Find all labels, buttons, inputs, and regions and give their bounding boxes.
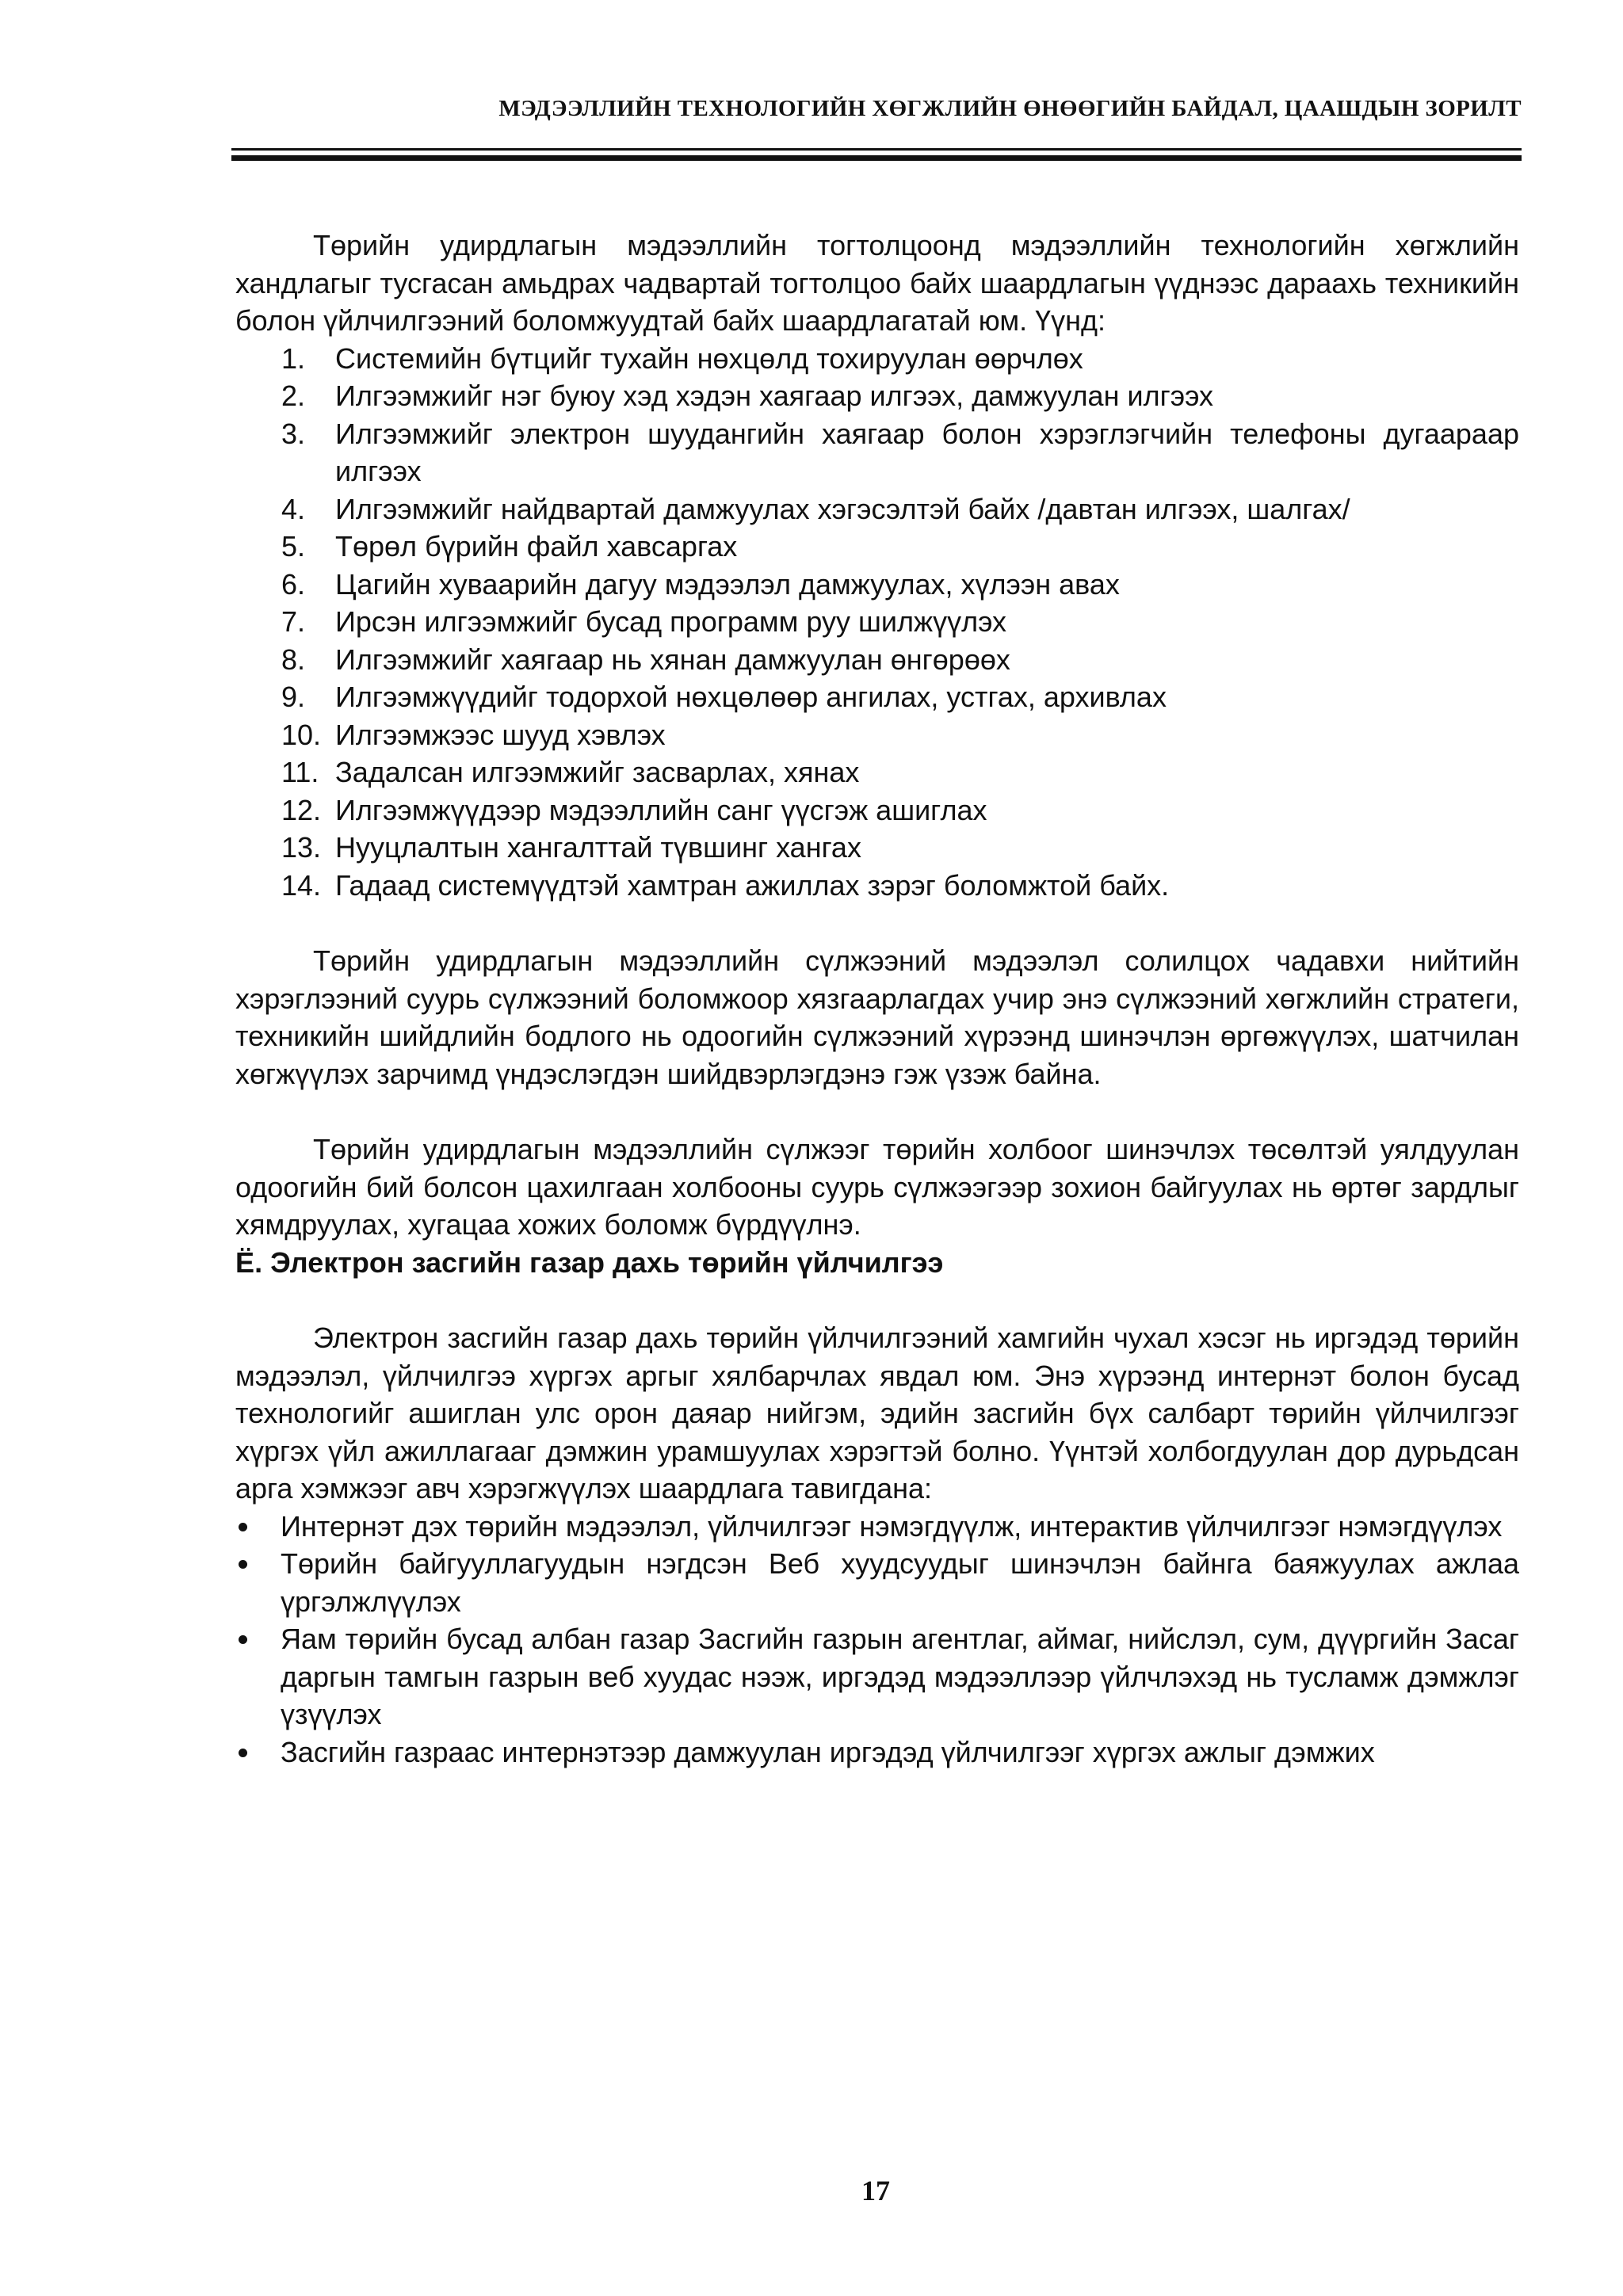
- list-item: [235, 340, 1519, 378]
- list-item-text: Цагийн хуваарийн дагуу мэдээлэл дамжуулах, хүлээн авах: [335, 567, 1120, 601]
- page-body: [235, 227, 1519, 1771]
- bullet-item: [235, 1733, 1519, 1772]
- list-item-text: Илгээмжийг хаягаар нь хянан дамжуулан өнгөрөөх: [335, 643, 1010, 676]
- list-item-text: Гадаад системүүдтэй хамтран ажиллах зэрэг боломжтой байх.: [335, 868, 1170, 902]
- bullet-icon: [239, 1523, 247, 1531]
- list-number: 12.: [281, 793, 322, 826]
- list-number: 7.: [281, 605, 306, 638]
- section-heading: Ё. Электрон засгийн газар дахь төрийн үйлчилгээ: [235, 1245, 944, 1279]
- list-item-text: Нууцлалтын хангалттай түвшинг хангах: [335, 831, 861, 864]
- bullet-item: [235, 1620, 1519, 1733]
- list-item-text: Илгээмжийг электрон шуудангийн хаягаар болон хэрэглэгчийн телефоны дугаараар илгээх: [335, 417, 1519, 487]
- list-number: 1.: [281, 341, 306, 375]
- list-item-text: Системийн бүтцийг тухайн нөхцөлд тохируулан өөрчлөх: [335, 341, 1083, 375]
- bullet-text: Засгийн газраас интернэтээр дамжуулан иргэдэд үйлчилгээг хүргэх ажлыг дэмжих: [281, 1735, 1375, 1768]
- list-item-text: Илгээмжүүдээр мэдээллийн санг үүсгэж ашиглах: [335, 793, 987, 826]
- bullet-text: Интернэт дэх төрийн мэдээлэл, үйлчилгээг нэмэгдүүлж, интерактив үйлчилгээг нэмэгдүүлэх: [281, 1509, 1503, 1543]
- list-item: [235, 641, 1519, 679]
- header-rule-thin: [231, 148, 1522, 151]
- list-number: 9.: [281, 681, 306, 713]
- egov-paragraph: Электрон засгийн газар дахь төрийн үйлчилгээний хамгийн чухал хэсэг нь иргэдэд төрийн мэдээлэл, үйлчилгээ хүргэх аргыг хялбарчлах явдал юм. Энэ хүрээнд интернэт болон бусад технологийг ашиглан улс орон даяар нийгэм, эдийн засгийн бүх салбарт төрийн үйлчилгээг хүргэх үйл ажиллагааг дэмжин урамшуулах хэрэгтэй болно. Үүнтэй холбогдуулан дор дурьдсан арга хэмжээг авч хэрэгжүүлэх шаардлага тавигдана:: [235, 1322, 1519, 1505]
- page-number: 17: [861, 2175, 890, 2206]
- running-header: МЭДЭЭЛЛИЙН ТЕХНОЛОГИЙН ХӨГЖЛИЙН ӨНӨӨГИЙН БАЙДАЛ, ЦААШДЫН ЗОРИЛТ: [498, 96, 1522, 121]
- list-number: 8.: [281, 643, 306, 676]
- header-rule-thick: [231, 155, 1522, 161]
- list-number: 10.: [281, 718, 322, 751]
- list-number: 2.: [281, 379, 306, 412]
- communication-paragraph: Төрийн удирдлагын мэдээллийн сүлжээг төрийн холбоог шинэчлэх төсөлтэй уялдуулан одоогийн бий болсон цахилгаан холбооны суурь сүлжээгээр зохион байгуулах нь өртөг зардлыг хямдруулах, хугацаа хожих боломж бүрдүүлнэ.: [235, 1133, 1519, 1241]
- bullet-list: [235, 1508, 1519, 1772]
- bullet-item: [235, 1508, 1519, 1546]
- bullet-text: Яам төрийн бусад албан газар Засгийн газрын агентлаг, аймаг, нийслэл, сум, дүүргийн Засаг даргын тамгын газрын веб хуудас нээж, иргэдэд мэдээллээр үйлчлэхэд нь тусламж дэмжлэг үзүүлэх: [281, 1623, 1519, 1730]
- network-paragraph: Төрийн удирдлагын мэдээллийн сүлжээний мэдээлэл солилцох чадавхи нийтийн хэрэглээний суурь сүлжээний боломжоор хязгаарлагдах учир энэ сүлжээний хөгжлийн стратеги, техникийн шийдлийн бодлого нь одоогийн сүлжээний хүрээнд шинэчлэн өргөжүүлэх, шатчилан хөгжүүлэх зарчимд үндэслэгдэн шийдвэрлэгдэнэ гэж үзэж байна.: [235, 944, 1519, 1090]
- intro-paragraph: Төрийн удирдлагын мэдээллийн тогтолцоонд мэдээллийн технологийн хөгжлийн хандлагыг тусгасан амьдрах чадвартай тогтолцоо байх шаардлагын үүднээс дараахь техникийн болон үйлчилгээний боломжуудтай байх шаардлагатай юм. Үүнд:: [235, 229, 1519, 337]
- bullet-text: Төрийн байгууллагуудын нэгдсэн Веб хуудсуудыг шинэчлэн байнга баяжуулах ажлаа үргэлжлүүлэх: [281, 1547, 1519, 1618]
- list-item: [235, 490, 1519, 528]
- bullet-item: [235, 1545, 1519, 1620]
- list-item-text: Төрөл бүрийн файл хавсаргах: [335, 530, 738, 563]
- list-item: [235, 603, 1519, 641]
- list-item: [235, 415, 1519, 490]
- numbered-list: [235, 340, 1519, 905]
- list-item: [235, 377, 1519, 415]
- list-number: 11.: [281, 756, 319, 788]
- list-item: [235, 566, 1519, 604]
- list-number: 5.: [281, 530, 306, 563]
- list-item: [235, 716, 1519, 754]
- list-item-text: Ирсэн илгээмжийг бусад программ руу шилжүүлэх: [335, 605, 1007, 638]
- list-item-text: Илгээмжээс шууд хэвлэх: [335, 718, 666, 751]
- list-item: [235, 678, 1519, 716]
- list-item-text: Илгээмжийг нэг буюу хэд хэдэн хаягаар илгээх, дамжуулан илгээх: [335, 379, 1214, 412]
- bullet-icon: [239, 1749, 247, 1757]
- bullet-icon: [239, 1635, 247, 1644]
- list-number: 3.: [281, 417, 306, 450]
- list-number: 14.: [281, 868, 322, 902]
- list-number: 6.: [281, 567, 306, 601]
- list-item: [235, 753, 1519, 791]
- bullet-icon: [239, 1560, 247, 1569]
- list-item-text: Задалсан илгээмжийг засварлах, хянах: [335, 756, 860, 788]
- list-item: [235, 791, 1519, 830]
- list-item: [235, 867, 1519, 905]
- list-number: 4.: [281, 492, 306, 525]
- list-item-text: Илгээмжийг найдвартай дамжуулах хэгэсэлтэй байх /давтан илгээх, шалгах/: [335, 492, 1350, 525]
- list-number: 13.: [281, 831, 322, 864]
- list-item: [235, 528, 1519, 566]
- list-item-text: Илгээмжүүдийг тодорхой нөхцөлөөр ангилах, устгах, архивлах: [335, 681, 1167, 713]
- list-item: [235, 829, 1519, 867]
